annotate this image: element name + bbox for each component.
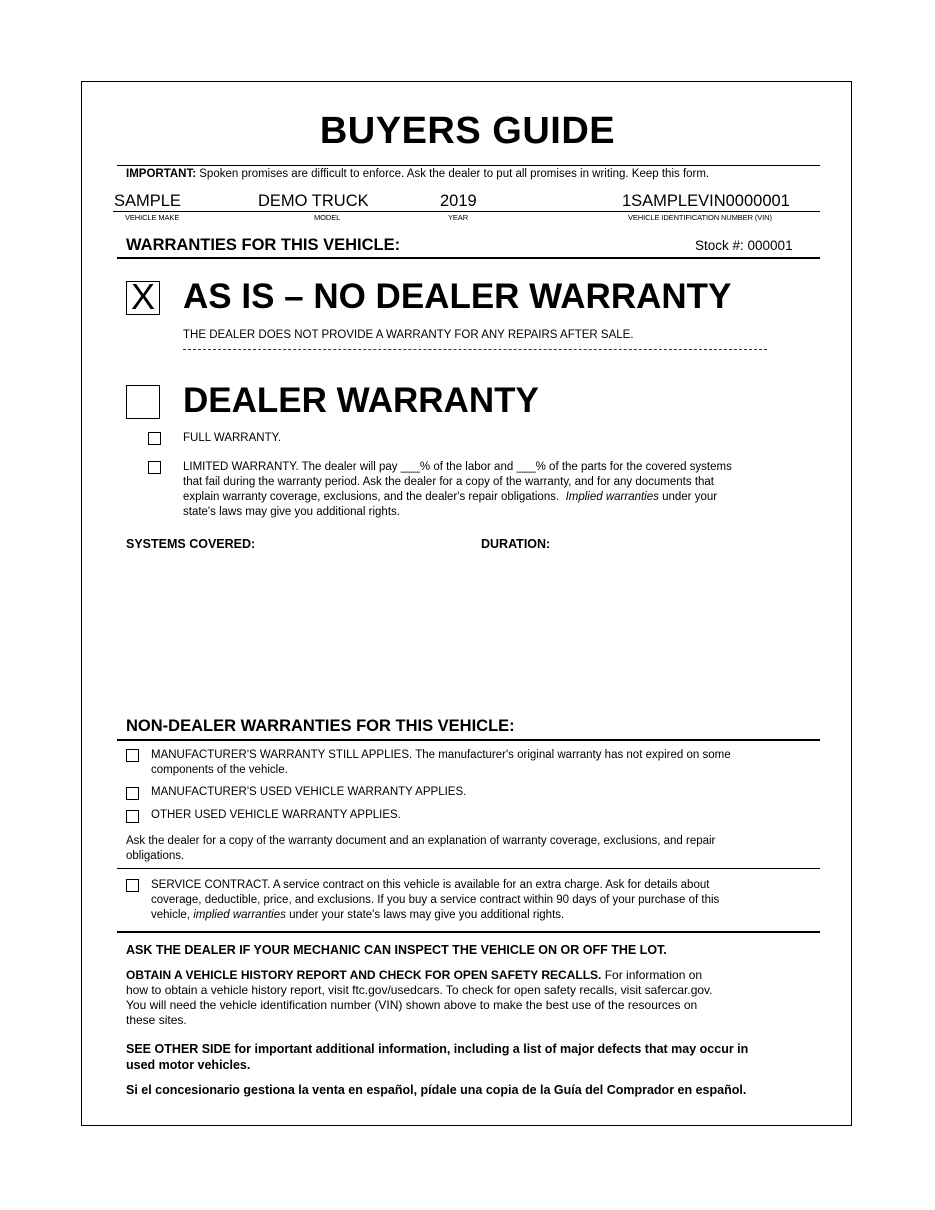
other-used-warranty-label: OTHER USED VEHICLE WARRANTY APPLIES. — [151, 809, 401, 821]
text-line: MANUFACTURER'S WARRANTY STILL APPLIES. The manufacturer's original warranty has not expired on some — [151, 749, 731, 761]
text-segment: explain warranty coverage, exclusions, and the dealer's repair obligations. — [183, 491, 560, 503]
warranties-heading: WARRANTIES FOR THIS VEHICLE: — [126, 236, 401, 254]
spanish-notice: Si el concesionario gestiona la venta en español, pídale una copia de la Guía del Comprador en español. — [126, 1083, 747, 1097]
text-segment: under your — [658, 491, 718, 503]
text-line: You will need the vehicle identification number (VIN) shown above to make the best use of the resources on — [126, 998, 698, 1012]
text-segment: For information on — [601, 968, 703, 982]
divider — [117, 868, 820, 869]
divider — [117, 165, 820, 166]
vin-label: VEHICLE IDENTIFICATION NUMBER (VIN) — [628, 213, 772, 222]
important-notice — [126, 168, 709, 180]
other-used-warranty-checkbox[interactable] — [126, 810, 139, 823]
duration-label: DURATION: — [481, 537, 551, 551]
service-contract-checkbox[interactable] — [126, 879, 139, 892]
stock-number: Stock #: 000001 — [695, 238, 793, 253]
manufacturer-warranty-checkbox[interactable] — [126, 749, 139, 762]
text-line: that fail during the warranty period. Ask the dealer for a copy of the warranty, and for any documents that — [183, 476, 714, 488]
vehicle-underline — [113, 211, 820, 212]
history-report-text — [126, 968, 816, 1028]
text-line — [126, 968, 816, 983]
mechanic-inspect-text: ASK THE DEALER IF YOUR MECHANIC CAN INSPECT THE VEHICLE ON OR OFF THE LOT. — [126, 943, 667, 957]
text-line: SERVICE CONTRACT. A service contract on this vehicle is available for an extra charge. Ask for details about — [151, 879, 710, 891]
dealer-warranty-checkbox[interactable] — [126, 385, 160, 419]
dashed-divider — [183, 349, 767, 350]
text-line: SEE OTHER SIDE for important additional information, including a list of major defects that may occur in — [126, 1042, 749, 1056]
vehicle-vin-field[interactable]: 1SAMPLEVIN0000001 — [622, 192, 790, 210]
divider — [117, 257, 820, 259]
vehicle-make-label: VEHICLE MAKE — [125, 213, 180, 222]
text-line: coverage, deductible, price, and exclusions. If you buy a service contract within 90 days of your purchase of this — [151, 894, 720, 906]
implied-warranties-italic: Implied warranties — [565, 491, 659, 503]
text-line: used motor vehicles. — [126, 1058, 251, 1072]
service-contract-text — [151, 878, 816, 923]
text-line: these sites. — [126, 1013, 187, 1027]
text-line — [183, 490, 813, 505]
page-title: BUYERS GUIDE — [319, 110, 616, 152]
vehicle-year-label: YEAR — [448, 213, 469, 222]
used-vehicle-warranty-label: MANUFACTURER'S USED VEHICLE WARRANTY APPLIES. — [151, 786, 467, 798]
non-dealer-heading: NON-DEALER WARRANTIES FOR THIS VEHICLE: — [126, 717, 515, 735]
implied-warranties-italic: implied warranties — [193, 909, 286, 921]
text-segment: vehicle, — [151, 909, 194, 921]
divider — [117, 931, 820, 933]
full-warranty-label: FULL WARRANTY. — [183, 432, 281, 444]
as-is-subtitle: THE DEALER DOES NOT PROVIDE A WARRANTY FOR ANY REPAIRS AFTER SALE. — [183, 329, 634, 341]
text-line: components of the vehicle. — [151, 764, 288, 776]
ask-dealer-text — [126, 834, 816, 864]
vehicle-make-field[interactable]: SAMPLE — [114, 192, 181, 210]
text-line: Ask the dealer for a copy of the warranty document and an explanation of warranty coverage, exclusions, and repair — [126, 835, 716, 847]
see-other-side-text — [126, 1041, 821, 1073]
as-is-heading: AS IS – NO DEALER WARRANTY — [183, 277, 732, 316]
important-text: Spoken promises are difficult to enforce. Ask the dealer to put all promises in writing. Keep this form. — [199, 168, 710, 180]
manufacturer-warranty-text — [151, 748, 816, 778]
used-vehicle-warranty-checkbox[interactable] — [126, 787, 139, 800]
text-segment: under your state's laws may give you additional rights. — [285, 909, 565, 921]
text-line: LIMITED WARRANTY. The dealer will pay ___% of the labor and ___% of the parts for the covered systems — [183, 461, 732, 473]
limited-warranty-text — [183, 460, 813, 520]
text-line: state's laws may give you additional rights. — [183, 506, 400, 518]
as-is-checkbox[interactable] — [126, 276, 160, 317]
text-line: how to obtain a vehicle history report, visit ftc.gov/usedcars. To check for open safety recalls, visit safercar.gov. — [126, 983, 713, 997]
history-heading: OBTAIN A VEHICLE HISTORY REPORT AND CHECK FOR OPEN SAFETY RECALLS. — [126, 968, 602, 982]
limited-warranty-checkbox[interactable] — [148, 461, 161, 474]
important-label: IMPORTANT: — [126, 168, 197, 180]
text-line: obligations. — [126, 850, 185, 862]
text-line — [151, 908, 816, 923]
dealer-warranty-heading: DEALER WARRANTY — [183, 381, 539, 420]
divider — [117, 739, 820, 741]
vehicle-year-field[interactable]: 2019 — [440, 192, 477, 210]
vehicle-model-label: MODEL — [314, 213, 341, 222]
systems-covered-label: SYSTEMS COVERED: — [126, 537, 256, 551]
x-mark-icon: X — [130, 276, 155, 317]
vehicle-model-field[interactable]: DEMO TRUCK — [258, 192, 369, 210]
full-warranty-checkbox[interactable] — [148, 432, 161, 445]
